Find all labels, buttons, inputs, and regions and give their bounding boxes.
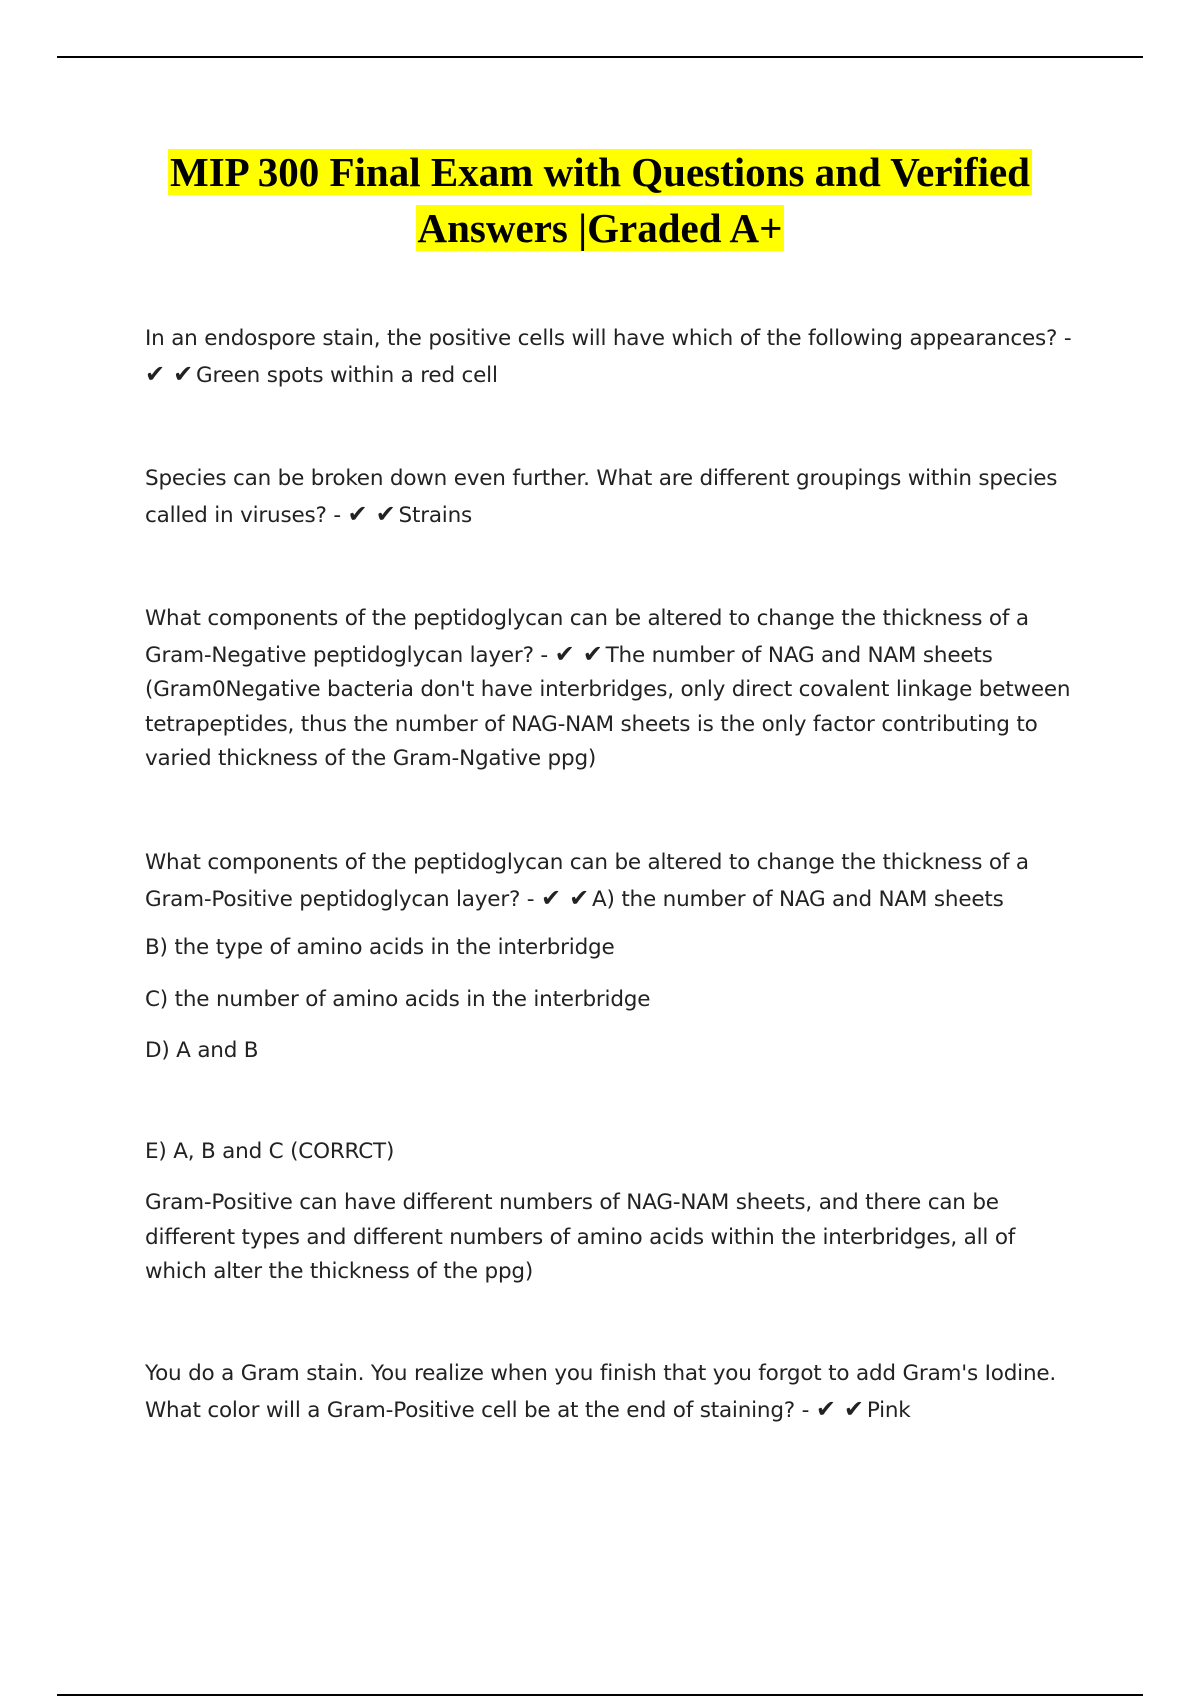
- question-block: [145, 1357, 1085, 1428]
- question-text: You do a Gram stain. You realize when you finish that you forgot to add Gram's Iodine.: [145, 1361, 1057, 1386]
- answer-line: [145, 881, 1085, 918]
- question-text: In an endospore stain, the positive cells will have which of the following appearances? -: [145, 326, 1072, 351]
- answer-text: Pink: [866, 1397, 911, 1423]
- explanation-text: tetrapeptides, thus the number of NAG-NAM sheets is the only factor contributing to: [145, 711, 1038, 737]
- title-line-2: Answers |Graded A+: [417, 205, 783, 251]
- answer-text: Strains: [398, 502, 473, 528]
- question-text: What color will a Gram-Positive cell be at the end of staining? -: [145, 1397, 810, 1423]
- question-block: [145, 846, 1085, 917]
- answer-text: The number of NAG and NAM sheets: [605, 642, 993, 668]
- explanation-text: Gram-Positive can have different numbers of NAG-NAM sheets, and there can be: [145, 1190, 999, 1215]
- footer-rule: [57, 1694, 1143, 1696]
- question-text: What components of the peptidoglycan can be altered to change the thickness of a: [145, 606, 1029, 631]
- explanation-text: which alter the thickness of the ppg): [145, 1259, 534, 1284]
- answer-text: A) the number of NAG and NAM sheets: [592, 886, 1004, 912]
- explanation-text: (Gram0Negative bacteria don't have interbridges, only direct covalent linkage between: [145, 677, 1071, 702]
- explanation-text: varied thickness of the Gram-Ngative ppg): [145, 746, 597, 771]
- double-check-icon: ✔ ✔: [145, 359, 193, 388]
- question-text: What components of the peptidoglycan can be altered to change the thickness of a: [145, 850, 1029, 875]
- answer-line: [145, 357, 1085, 394]
- question-block: [145, 602, 1085, 777]
- option-line: C) the number of amino acids in the interbridge: [145, 987, 651, 1012]
- answer-text: Green spots within a red cell: [195, 362, 498, 388]
- answer-line: [145, 1392, 1085, 1429]
- answer-line: [145, 497, 1085, 534]
- double-check-icon: ✔ ✔: [347, 499, 396, 528]
- option-line: B) the type of amino acids in the interbridge: [145, 935, 615, 960]
- double-check-icon: ✔ ✔: [554, 639, 603, 668]
- question-block: [145, 462, 1085, 533]
- question-text: Species can be broken down even further. What are different groupings within species: [145, 466, 1058, 491]
- question-text: Gram-Negative peptidoglycan layer? -: [145, 642, 548, 668]
- title-line-1: MIP 300 Final Exam with Questions and Verified: [170, 149, 1030, 195]
- explanation-text: different types and different numbers of amino acids within the interbridges, all of: [145, 1224, 1016, 1250]
- double-check-icon: ✔ ✔: [815, 1394, 864, 1423]
- correct-option-line: E) A, B and C (CORRCT): [145, 1139, 395, 1164]
- option-line: D) A and B: [145, 1038, 259, 1063]
- answer-line: [145, 637, 1085, 674]
- explanation-block: [145, 1186, 1085, 1290]
- question-text: called in viruses? -: [145, 502, 341, 528]
- question-text: Gram-Positive peptidoglycan layer? -: [145, 886, 535, 912]
- document-title: [100, 144, 1100, 256]
- question-block: [145, 322, 1085, 393]
- header-rule: [57, 56, 1143, 58]
- double-check-icon: ✔ ✔: [541, 883, 589, 912]
